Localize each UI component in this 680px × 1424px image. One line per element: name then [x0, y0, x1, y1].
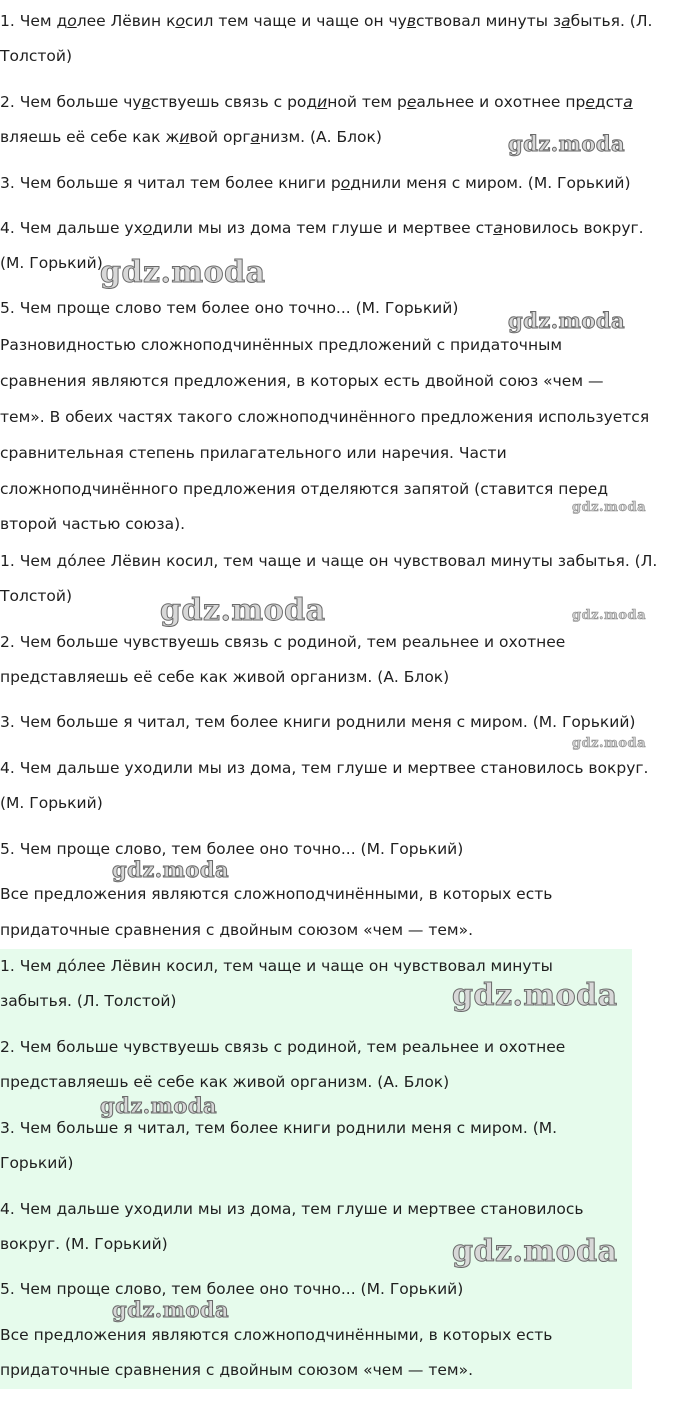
s3-line: представляешь её себе как живой организм. (А. Блок): [0, 1073, 450, 1091]
marked-letter: о: [67, 12, 77, 30]
s2-line: придаточные сравнения с двойным союзом «чем — тем».: [0, 921, 474, 939]
s1-line: [0, 174, 672, 192]
watermark: gdz.moda: [508, 308, 626, 333]
marked-letter: и: [317, 93, 328, 111]
explanation-line: тем». В обеих частях такого сложноподчинённого предложения используется: [0, 408, 650, 426]
s3-line: 4. Чем дальше уходили мы из дома, тем глуше и мертвее становилось: [0, 1200, 584, 1218]
text-segment: вляешь её себе как ж: [0, 128, 180, 146]
marked-letter: о: [175, 12, 185, 30]
text-segment: (М. Горький): [0, 254, 103, 272]
watermark: gdz.moda: [572, 736, 647, 751]
s3-line: Горький): [0, 1154, 74, 1172]
marked-letter: и: [179, 128, 190, 146]
watermark: gdz.moda: [452, 1234, 618, 1269]
s3-line: 3. Чем больше я читал, тем более книги роднили меня с миром. (М.: [0, 1119, 558, 1137]
text-segment: 2. Чем больше чу: [0, 93, 142, 111]
text-segment: ствовал минуты з: [416, 12, 562, 30]
marked-letter: а: [493, 219, 503, 237]
s2-line: Все предложения являются сложноподчинёнными, в которых есть: [0, 885, 553, 903]
explanation-line: сложноподчинённого предложения отделяются запятой (ставится перед: [0, 480, 609, 498]
marked-letter: а: [250, 128, 261, 146]
s2-line: (М. Горький): [0, 794, 103, 812]
text-segment: лее Лёвин к: [76, 12, 176, 30]
explanation-line: сравнительная степень прилагательного или наречия. Части: [0, 444, 507, 462]
watermark: gdz.moda: [112, 1297, 230, 1322]
s2-line: 4. Чем дальше уходили мы из дома, тем глуше и мертвее становилось вокруг.: [0, 759, 649, 777]
s2-line: 1. Чем до́лее Лёвин косил, тем чаще и чаще он чувствовал минуты забытья. (Л.: [0, 552, 658, 570]
explanation-line: второй частью союза).: [0, 515, 186, 533]
s2-line: представляешь её себе как живой организм. (А. Блок): [0, 668, 450, 686]
watermark: gdz.moda: [160, 593, 326, 628]
s1-line: [0, 12, 672, 30]
s2-line: 5. Чем проще слово, тем более оно точно... (М. Горький): [0, 840, 464, 858]
s3-line: забытья. (Л. Толстой): [0, 992, 177, 1010]
watermark: gdz.moda: [100, 255, 266, 290]
s1-line: [0, 93, 672, 111]
text-segment: Толстой): [0, 47, 73, 65]
s1-line: [0, 219, 672, 237]
marked-letter: а: [623, 93, 633, 111]
explanation-line: Разновидностью сложноподчинённых предложений с придаточным: [0, 336, 563, 354]
text-segment: сил тем чаще и чаще он чу: [184, 12, 407, 30]
marked-letter: о: [340, 174, 351, 192]
text-segment: низм. (А. Блок): [260, 128, 382, 146]
watermark: gdz.moda: [572, 608, 647, 623]
text-segment: дст: [594, 93, 624, 111]
text-segment: 3. Чем больше я читал тем более книги р: [0, 174, 341, 192]
text-segment: ной тем р: [327, 93, 407, 111]
s3-line: 1. Чем до́лее Лёвин косил, тем чаще и чаще он чувствовал минуты: [0, 957, 553, 975]
explanation-line: сравнения являются предложения, в которых есть двойной союз «чем —: [0, 372, 604, 390]
s2-line: Толстой): [0, 587, 73, 605]
marked-letter: о: [142, 219, 153, 237]
text-segment: бытья. (Л.: [570, 12, 653, 30]
s1-line: [0, 47, 672, 65]
s3-line: 2. Чем больше чувствуешь связь с родиной, тем реальнее и охотнее: [0, 1038, 566, 1056]
s3-line: Все предложения являются сложноподчинёнными, в которых есть: [0, 1326, 553, 1344]
text-segment: 5. Чем проще слово тем более оно точно... (М. Горький): [0, 299, 459, 317]
text-segment: 4. Чем дальше ух: [0, 219, 143, 237]
marked-letter: в: [406, 12, 416, 30]
watermark: gdz.moda: [112, 857, 230, 882]
text-segment: альнее и охотнее пр: [416, 93, 586, 111]
text-segment: новилось вокруг.: [502, 219, 644, 237]
text-segment: днили меня с миром. (М. Горький): [350, 174, 631, 192]
text-segment: вой орг: [189, 128, 251, 146]
marked-letter: в: [141, 93, 151, 111]
marked-letter: е: [406, 93, 417, 111]
s3-line: 5. Чем проще слово, тем более оно точно... (М. Горький): [0, 1280, 464, 1298]
s2-line: 3. Чем больше я читал, тем более книги роднили меня с миром. (М. Горький): [0, 713, 636, 731]
watermark: gdz.moda: [508, 131, 626, 156]
s2-line: 2. Чем больше чувствуешь связь с родиной, тем реальнее и охотнее: [0, 633, 566, 651]
text-segment: дили мы из дома тем глуше и мертвее ст: [152, 219, 494, 237]
marked-letter: е: [585, 93, 595, 111]
s3-line: вокруг. (М. Горький): [0, 1235, 168, 1253]
s3-line: придаточные сравнения с двойным союзом «чем — тем».: [0, 1361, 474, 1379]
text-segment: ствуешь связь с род: [150, 93, 318, 111]
marked-letter: а: [561, 12, 571, 30]
watermark: gdz.moda: [452, 978, 618, 1013]
text-segment: 1. Чем д: [0, 12, 68, 30]
watermark: gdz.moda: [100, 1093, 218, 1118]
watermark: gdz.moda: [572, 500, 647, 515]
